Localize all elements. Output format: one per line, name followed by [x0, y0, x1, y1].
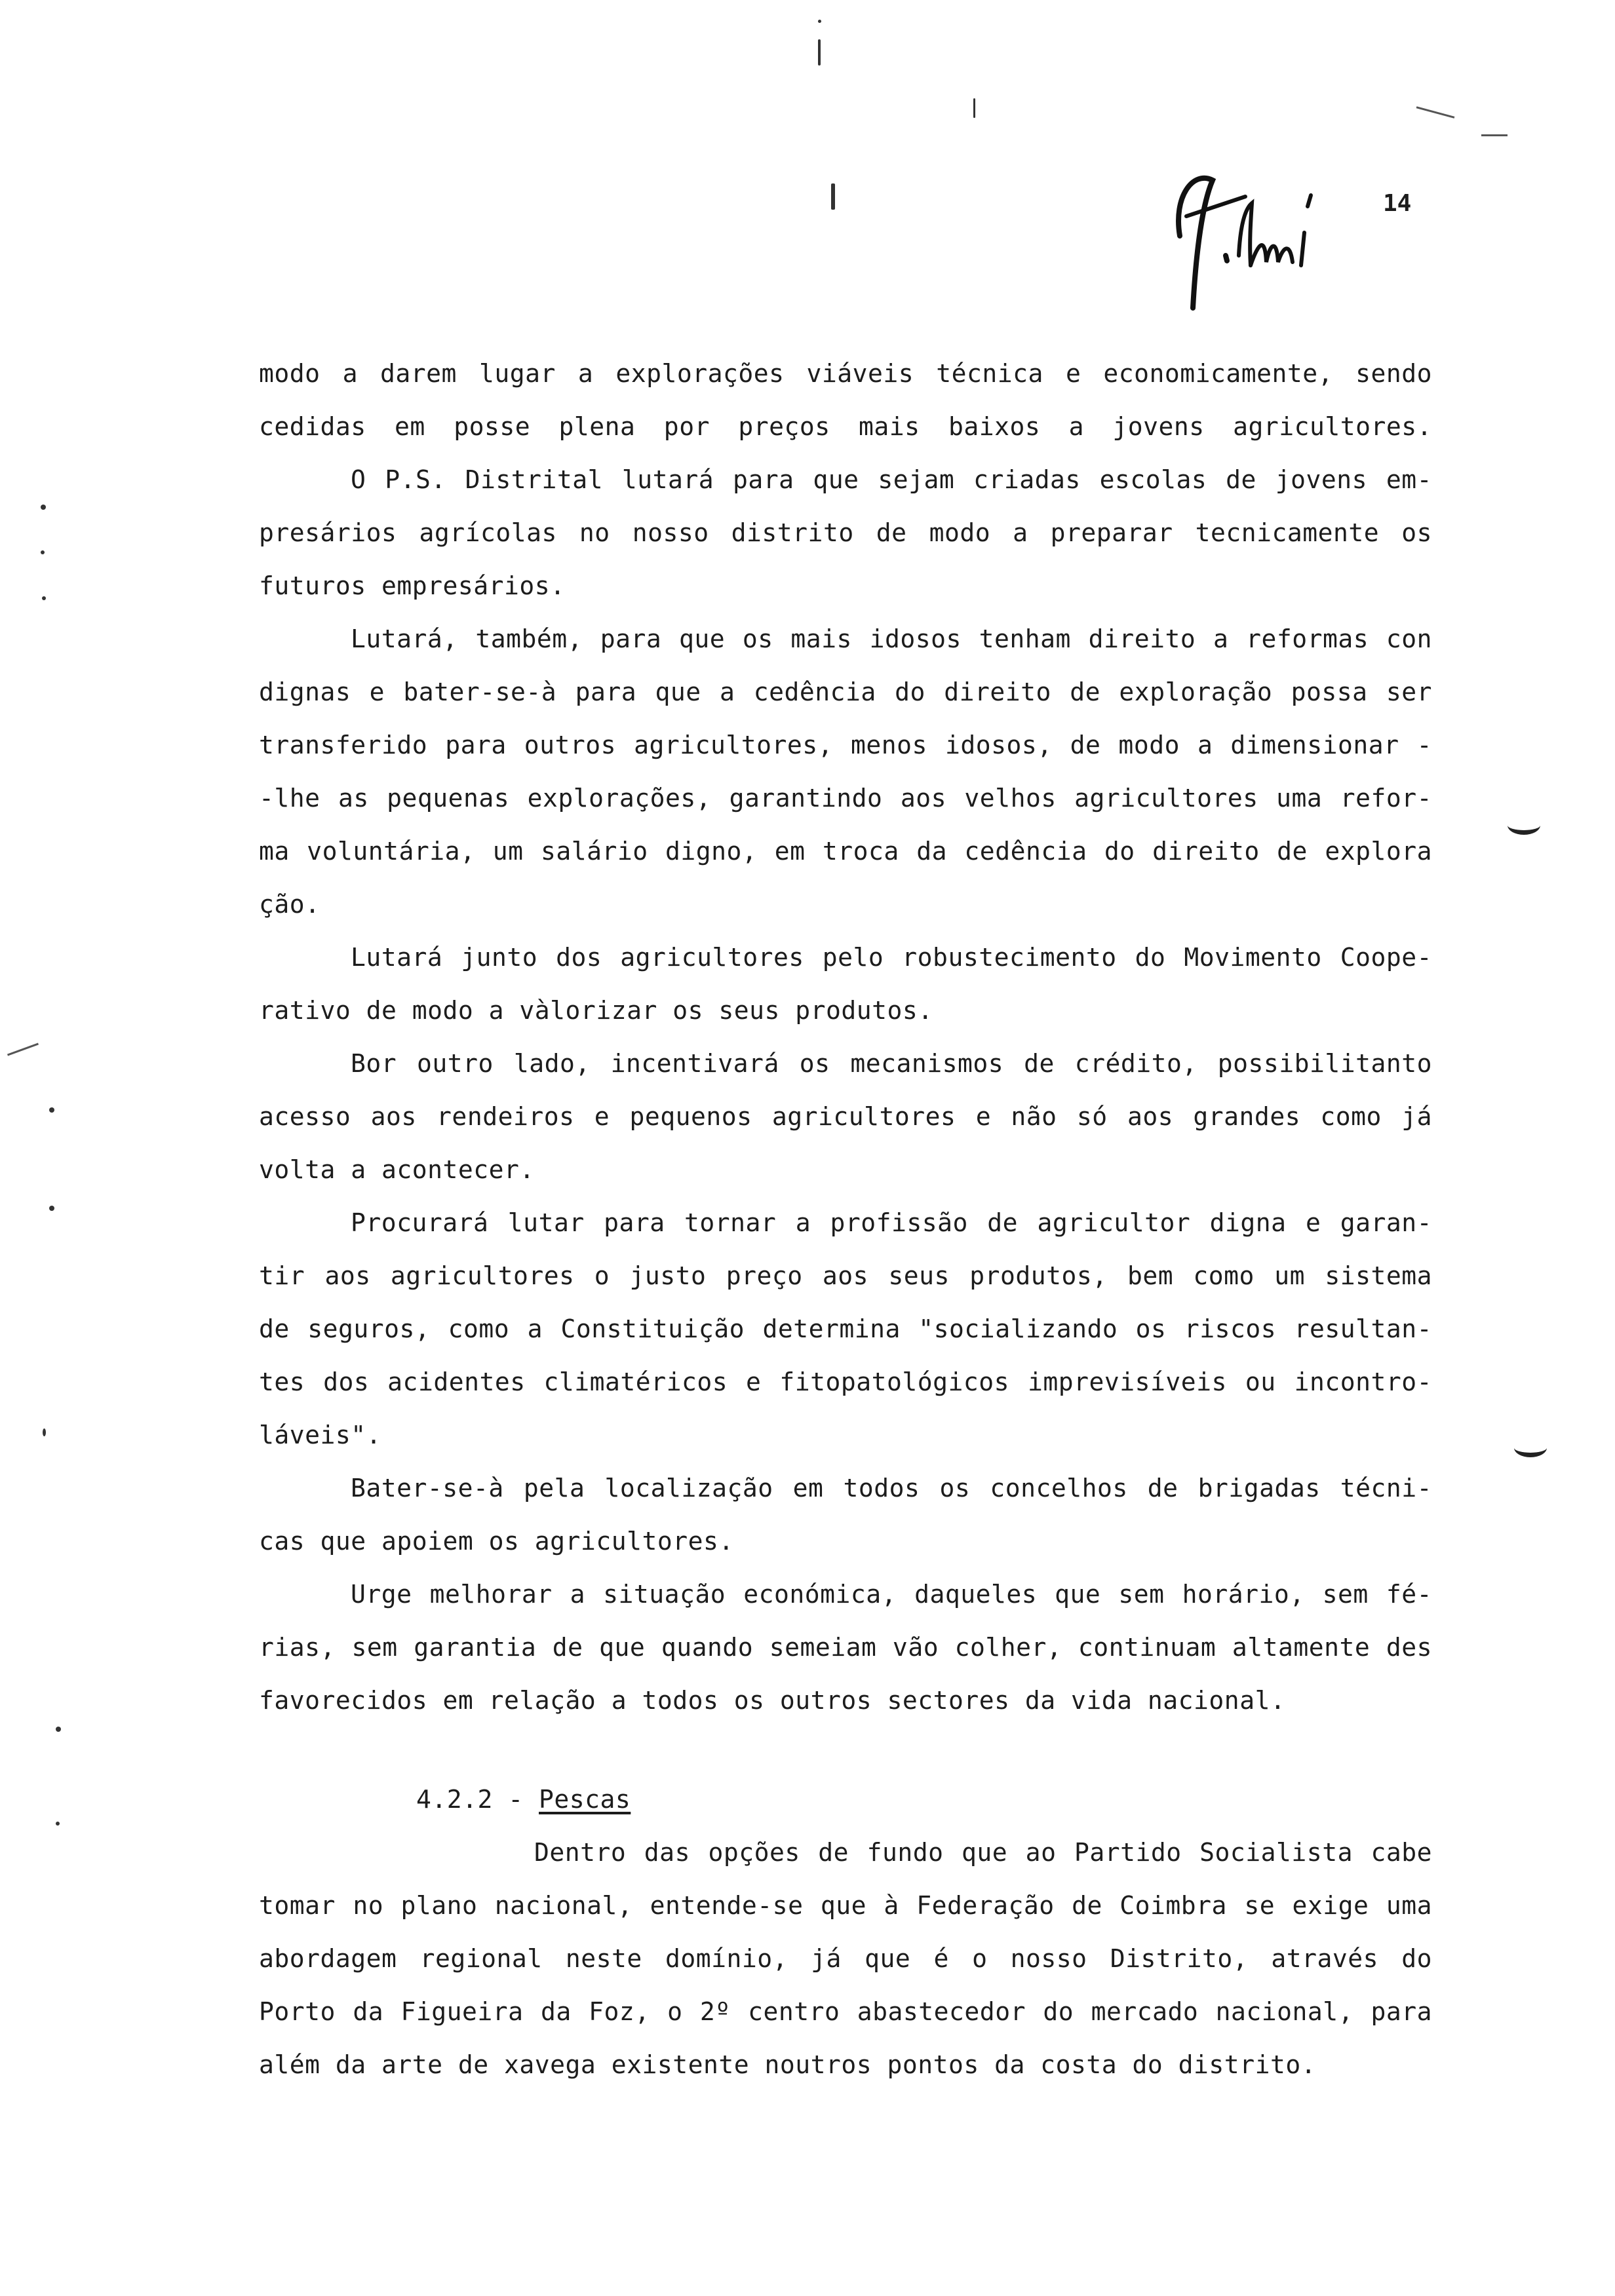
- text-line: tes dos acidentes climatéricos e fitopatológicos imprevisíveis ou incontro-: [259, 1368, 1432, 1396]
- scan-speck: [973, 98, 975, 118]
- scan-speck: [41, 550, 45, 554]
- text-line: além da arte de xavega existente noutros pontos da costa do distrito.: [259, 2050, 1317, 2079]
- text-line: rativo de modo a vàlorizar os seus produtos.: [259, 996, 933, 1025]
- scan-speck: [818, 39, 821, 66]
- body-text: [259, 347, 1432, 2092]
- scan-speck: [56, 1822, 60, 1826]
- scan-mark: [1416, 106, 1455, 118]
- text-line: Bor outro lado, incentivará os mecanismos de crédito, possibilitanto: [351, 1049, 1432, 1078]
- text-line: -lhe as pequenas explorações, garantindo aos velhos agricultores uma refor-: [259, 784, 1432, 813]
- text-line: abordagem regional neste domínio, já que é o nosso Distrito, através do: [259, 1944, 1432, 1973]
- text-line: modo a darem lugar a explorações viáveis técnica e economicamente, sendo: [259, 359, 1432, 388]
- text-line: Bater-se-à pela localização em todos os concelhos de brigadas técni-: [351, 1474, 1432, 1502]
- text-line: volta a acontecer.: [259, 1155, 535, 1184]
- text-line: Porto da Figueira da Foz, o 2º centro abastecedor do mercado nacional, para: [259, 1997, 1432, 2026]
- section-title: Pescas: [539, 1785, 631, 1814]
- text-line: futuros empresários.: [259, 571, 566, 600]
- scan-speck: [831, 183, 835, 210]
- scan-speck: [49, 1107, 54, 1113]
- text-line: ma voluntária, um salário digno, em troca da cedência do direito de explora: [259, 837, 1432, 866]
- text-line: dignas e bater-se-à para que a cedência do direito de exploração possa ser: [259, 678, 1432, 706]
- scan-speck: [41, 505, 46, 510]
- text-line: láveis".: [259, 1421, 382, 1449]
- text-line: de seguros, como a Constituição determina "socializando os riscos resultan-: [259, 1314, 1432, 1343]
- text-line: presários agrícolas no nosso distrito de modo a preparar tecnicamente os: [259, 518, 1432, 547]
- text-line: cedidas em posse plena por preços mais baixos a jovens agricultores.: [259, 412, 1432, 441]
- text-line: Urge melhorar a situação económica, daqueles que sem horário, sem fé-: [351, 1580, 1432, 1609]
- text-line: Procurará lutar para tornar a profissão de agricultor digna e garan-: [351, 1208, 1432, 1237]
- text-line: O P.S. Distrital lutará para que sejam criadas escolas de jovens em-: [351, 465, 1432, 494]
- handwritten-signature: [1167, 157, 1337, 321]
- scan-mark: [1508, 816, 1540, 835]
- scan-speck: [42, 596, 46, 600]
- text-line: ção.: [259, 890, 321, 919]
- section-heading: [259, 1773, 1432, 1826]
- text-line: cas que apoiem os agricultores.: [259, 1527, 734, 1556]
- scan-speck: [56, 1727, 61, 1732]
- text-line: acesso aos rendeiros e pequenos agricultores e não só aos grandes como já: [259, 1102, 1432, 1131]
- text-line: favorecidos em relação a todos os outros sectores da vida nacional.: [259, 1686, 1286, 1715]
- text-line: Dentro das opções de fundo que ao Partido Socialista cabe: [534, 1838, 1432, 1867]
- text-line: tomar no plano nacional, entende-se que à Federação de Coimbra se exige uma: [259, 1891, 1432, 1920]
- scan-speck: [43, 1428, 46, 1436]
- scan-speck: [49, 1206, 54, 1211]
- scan-mark: [1514, 1438, 1547, 1457]
- page-number: 14: [1383, 190, 1412, 217]
- text-line: Lutará junto dos agricultores pelo robustecimento do Movimento Coope-: [351, 943, 1432, 972]
- text-line: Lutará, também, para que os mais idosos tenham direito a reformas con: [351, 624, 1432, 653]
- section-number: 4.2.2 -: [416, 1785, 539, 1814]
- scan-mark: [1481, 134, 1508, 136]
- text-line: rias, sem garantia de que quando semeiam vão colher, continuam altamente des: [259, 1633, 1432, 1662]
- text-line: transferido para outros agricultores, menos idosos, de modo a dimensionar -: [259, 731, 1432, 759]
- text-line: tir aos agricultores o justo preço aos seus produtos, bem como um sistema: [259, 1261, 1432, 1290]
- scan-mark: [7, 1043, 39, 1056]
- scan-speck: [818, 20, 821, 23]
